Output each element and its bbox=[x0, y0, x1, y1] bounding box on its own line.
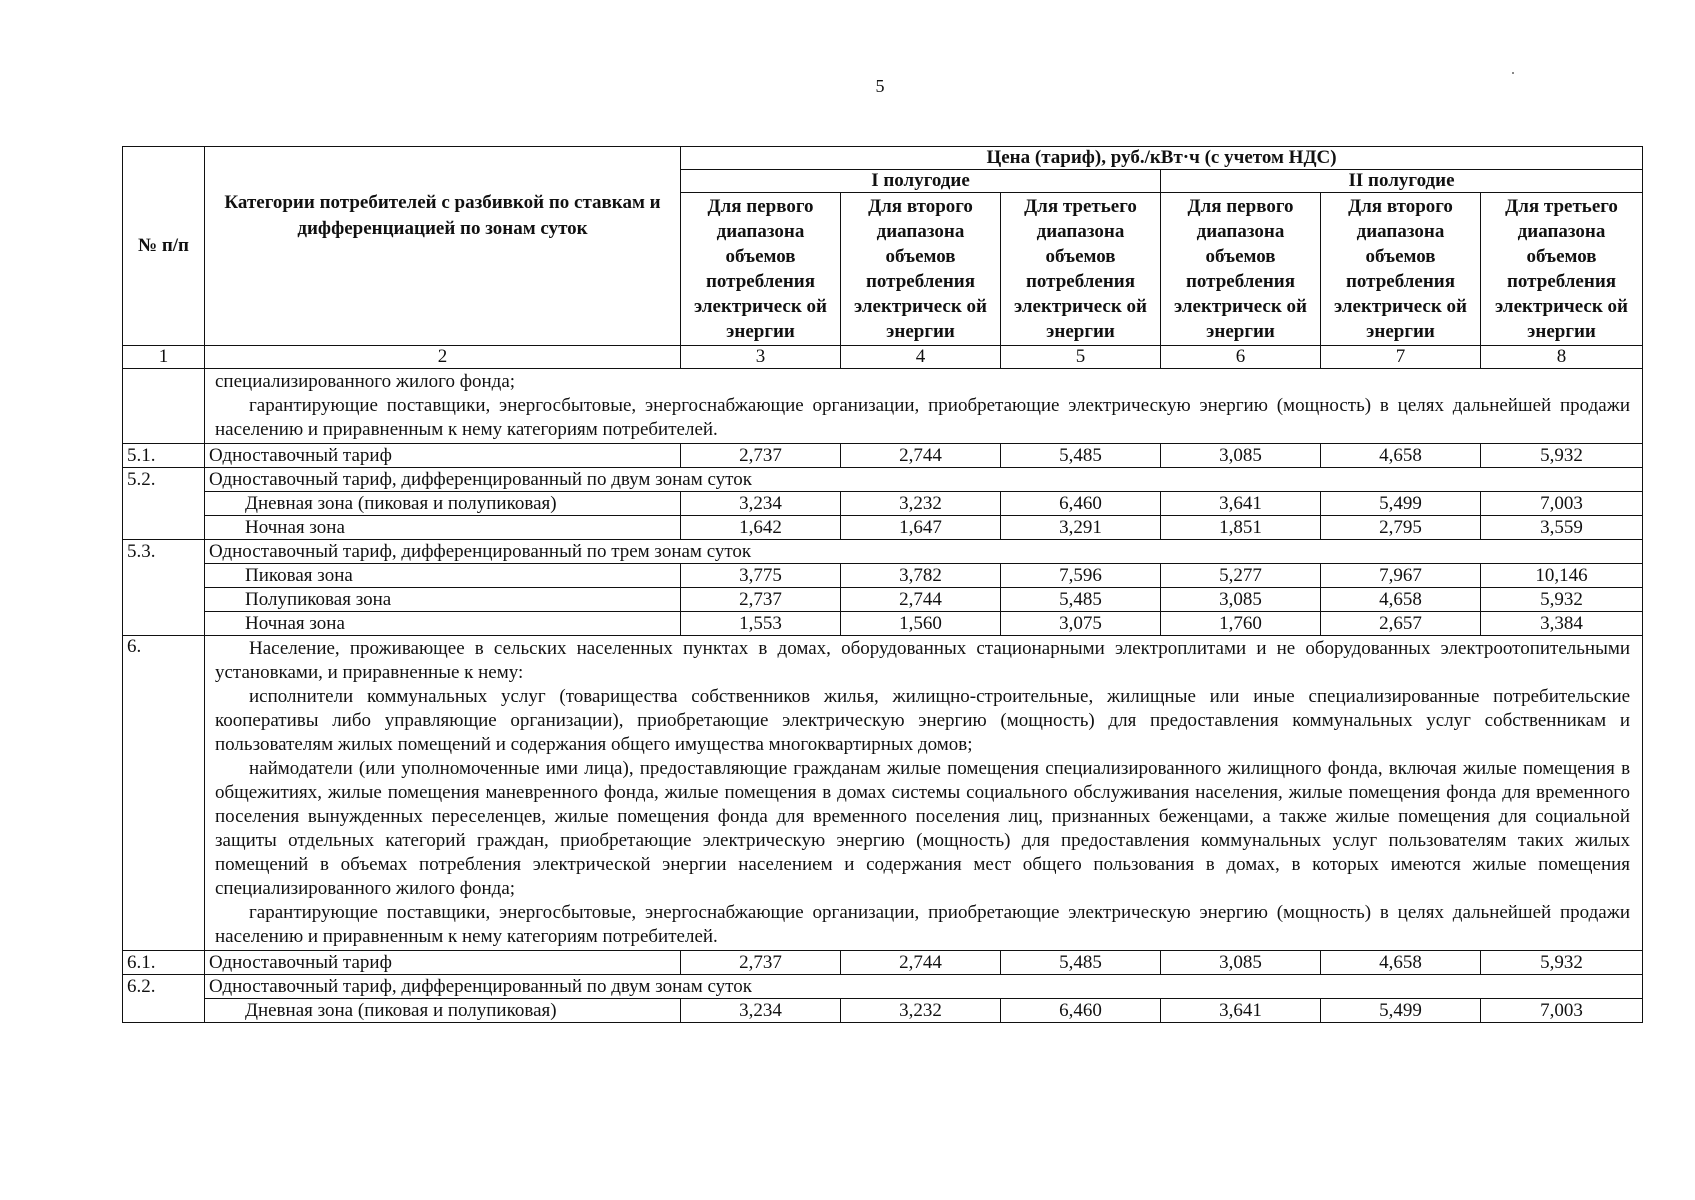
value-cell: 7,967 bbox=[1321, 564, 1481, 588]
header-half-1: I полугодие bbox=[681, 170, 1161, 193]
row-label: Дневная зона (пиковая и полупиковая) bbox=[205, 999, 681, 1023]
block5-text-2: гарантирующие поставщики, энергосбытовые, энергоснабжающие организации, приобретающие электрическую энергию (мощность) в целях дальнейшей продажи населению и приравненным к нему категориям потребителей. bbox=[215, 395, 1631, 440]
value-cell: 3,075 bbox=[1001, 612, 1161, 636]
table-row bbox=[123, 975, 1643, 999]
value-cell: 1,560 bbox=[841, 612, 1001, 636]
value-cell: 3,641 bbox=[1161, 492, 1321, 516]
column-numbers-row bbox=[123, 346, 1643, 369]
table-row bbox=[123, 564, 1643, 588]
value-cell: 4,658 bbox=[1321, 444, 1481, 468]
value-cell: 5,932 bbox=[1481, 444, 1643, 468]
table-row bbox=[123, 444, 1643, 468]
row-label: Одноставочный тариф bbox=[205, 951, 681, 975]
value-cell: 3,775 bbox=[681, 564, 841, 588]
value-cell: 2,737 bbox=[681, 444, 841, 468]
row-num: 6. bbox=[123, 636, 205, 951]
value-cell: 3,085 bbox=[1161, 951, 1321, 975]
value-cell: 6,460 bbox=[1001, 999, 1161, 1023]
table-row bbox=[123, 612, 1643, 636]
col-number: 7 bbox=[1321, 346, 1481, 369]
value-cell: 1,642 bbox=[681, 516, 841, 540]
block6-text-2: исполнители коммунальных услуг (товарищества собственников жилья, жилищно-строительные, жилищные или иные специализированные потребительские кооперативы либо управляющие организации), приобретающие электрическую энергию (мощность) для предоставления коммунальных услуг собственникам и пользователям жилых помещений и содержания общего имущества многоквартирных домов; bbox=[215, 686, 1631, 755]
col-number: 3 bbox=[681, 346, 841, 369]
value-cell: 5,499 bbox=[1321, 999, 1481, 1023]
block6-text-3: наймодатели (или уполномоченные ими лица), предоставляющие гражданам жилые помещения специализированного жилищного фонда, включая жилые помещения в общежитиях, жилые помещения маневренного фонда, жилые помещения в домах системы социального обслуживания населения, жилые помещения фонда для временного поселения вынужденных переселенцев, жилые помещения фонда для временного поселения лиц, признанных беженцами, а также жилые помещения для социальной защиты отдельных категорий граждан, приобретающие электрическую энергию (мощность) для предоставления коммунальных услуг пользователям таких жилых помещений в объемах потребления электрической энергии населением и содержания мест общего пользования в домах, в которых имеются жилые помещения специализированного жилого фонда; bbox=[215, 758, 1631, 899]
value-cell: 10,146 bbox=[1481, 564, 1643, 588]
value-cell: 5,277 bbox=[1161, 564, 1321, 588]
header-col-3: Для первого диапазона объемов потребления электрическ ой энергии bbox=[681, 193, 841, 346]
table-row bbox=[123, 540, 1643, 564]
value-cell: 2,657 bbox=[1321, 612, 1481, 636]
row-label: Дневная зона (пиковая и полупиковая) bbox=[205, 492, 681, 516]
row-label: Одноставочный тариф, дифференцированный по двум зонам суток bbox=[205, 468, 1643, 492]
row-label: Ночная зона bbox=[205, 516, 681, 540]
value-cell: 3,232 bbox=[841, 492, 1001, 516]
value-cell: 7,003 bbox=[1481, 492, 1643, 516]
block5-text-1: специализированного жилого фонда; bbox=[215, 371, 516, 392]
value-cell: 7,003 bbox=[1481, 999, 1643, 1023]
value-cell: 1,553 bbox=[681, 612, 841, 636]
table-row bbox=[123, 516, 1643, 540]
value-cell: 2,744 bbox=[841, 444, 1001, 468]
tariff-table bbox=[122, 146, 1643, 1023]
block5-text bbox=[205, 369, 1643, 444]
block6-text bbox=[205, 636, 1643, 951]
block6-text-4: гарантирующие поставщики, энергосбытовые, энергоснабжающие организации, приобретающие электрическую энергию (мощность) в целях дальнейшей продажи населению и приравненным к нему категориям потребителей. bbox=[215, 902, 1631, 947]
scan-speck bbox=[1512, 72, 1514, 74]
col-number: 5 bbox=[1001, 346, 1161, 369]
col-number: 1 bbox=[123, 346, 205, 369]
row-label: Одноставочный тариф bbox=[205, 444, 681, 468]
table-row bbox=[123, 951, 1643, 975]
value-cell: 3,641 bbox=[1161, 999, 1321, 1023]
row-num: 5.3. bbox=[123, 540, 205, 636]
row-label: Полупиковая зона bbox=[205, 588, 681, 612]
table-row bbox=[123, 588, 1643, 612]
col-number: 6 bbox=[1161, 346, 1321, 369]
value-cell: 3,291 bbox=[1001, 516, 1161, 540]
row-label: Ночная зона bbox=[205, 612, 681, 636]
row-num: 6.1. bbox=[123, 951, 205, 975]
header-price: Цена (тариф), руб./кВт·ч (с учетом НДС) bbox=[681, 147, 1643, 170]
row-num-empty bbox=[123, 369, 205, 444]
col-number: 4 bbox=[841, 346, 1001, 369]
value-cell: 5,485 bbox=[1001, 951, 1161, 975]
value-cell: 2,795 bbox=[1321, 516, 1481, 540]
header-col-4: Для второго диапазона объемов потребления электрическ ой энергии bbox=[841, 193, 1001, 346]
row-label: Одноставочный тариф, дифференцированный по двум зонам суток bbox=[205, 975, 1643, 999]
value-cell: 3,782 bbox=[841, 564, 1001, 588]
value-cell: 3,234 bbox=[681, 999, 841, 1023]
header-category: Категории потребителей с разбивкой по ставкам и дифференциацией по зонам суток bbox=[205, 147, 681, 346]
value-cell: 5,485 bbox=[1001, 444, 1161, 468]
value-cell: 3,384 bbox=[1481, 612, 1643, 636]
value-cell: 7,596 bbox=[1001, 564, 1161, 588]
value-cell: 5,499 bbox=[1321, 492, 1481, 516]
col-number: 2 bbox=[205, 346, 681, 369]
value-cell: 3,085 bbox=[1161, 444, 1321, 468]
header-num: № п/п bbox=[123, 147, 205, 346]
header-col-8: Для третьего диапазона объемов потребления электрическ ой энергии bbox=[1481, 193, 1643, 346]
header-col-7: Для второго диапазона объемов потребления электрическ ой энергии bbox=[1321, 193, 1481, 346]
value-cell: 5,932 bbox=[1481, 588, 1643, 612]
row-num: 6.2. bbox=[123, 975, 205, 1023]
value-cell: 4,658 bbox=[1321, 951, 1481, 975]
table-row bbox=[123, 492, 1643, 516]
table-row bbox=[123, 999, 1643, 1023]
value-cell: 3,234 bbox=[681, 492, 841, 516]
value-cell: 5,485 bbox=[1001, 588, 1161, 612]
row-num: 5.2. bbox=[123, 468, 205, 540]
value-cell: 6,460 bbox=[1001, 492, 1161, 516]
block6-text-1: Население, проживающее в сельских населенных пунктах в домах, оборудованных стационарными электроплитами и не оборудованных электроотопительными установками, и приравненные к нему: bbox=[215, 638, 1631, 683]
value-cell: 4,658 bbox=[1321, 588, 1481, 612]
value-cell: 2,737 bbox=[681, 951, 841, 975]
header-col-6: Для первого диапазона объемов потребления электрическ ой энергии bbox=[1161, 193, 1321, 346]
page-number: 5 bbox=[875, 76, 885, 96]
value-cell: 3,085 bbox=[1161, 588, 1321, 612]
value-cell: 5,932 bbox=[1481, 951, 1643, 975]
value-cell: 1,647 bbox=[841, 516, 1001, 540]
value-cell: 3,232 bbox=[841, 999, 1001, 1023]
value-cell: 1,760 bbox=[1161, 612, 1321, 636]
value-cell: 2,737 bbox=[681, 588, 841, 612]
col-number: 8 bbox=[1481, 346, 1643, 369]
value-cell: 1,851 bbox=[1161, 516, 1321, 540]
table-row bbox=[123, 468, 1643, 492]
header-half-2: II полугодие bbox=[1161, 170, 1643, 193]
value-cell: 3,559 bbox=[1481, 516, 1643, 540]
row-label: Пиковая зона bbox=[205, 564, 681, 588]
value-cell: 2,744 bbox=[841, 588, 1001, 612]
row-num: 5.1. bbox=[123, 444, 205, 468]
header-col-5: Для третьего диапазона объемов потребления электрическ ой энергии bbox=[1001, 193, 1161, 346]
value-cell: 2,744 bbox=[841, 951, 1001, 975]
row-label: Одноставочный тариф, дифференцированный по трем зонам суток bbox=[205, 540, 1643, 564]
